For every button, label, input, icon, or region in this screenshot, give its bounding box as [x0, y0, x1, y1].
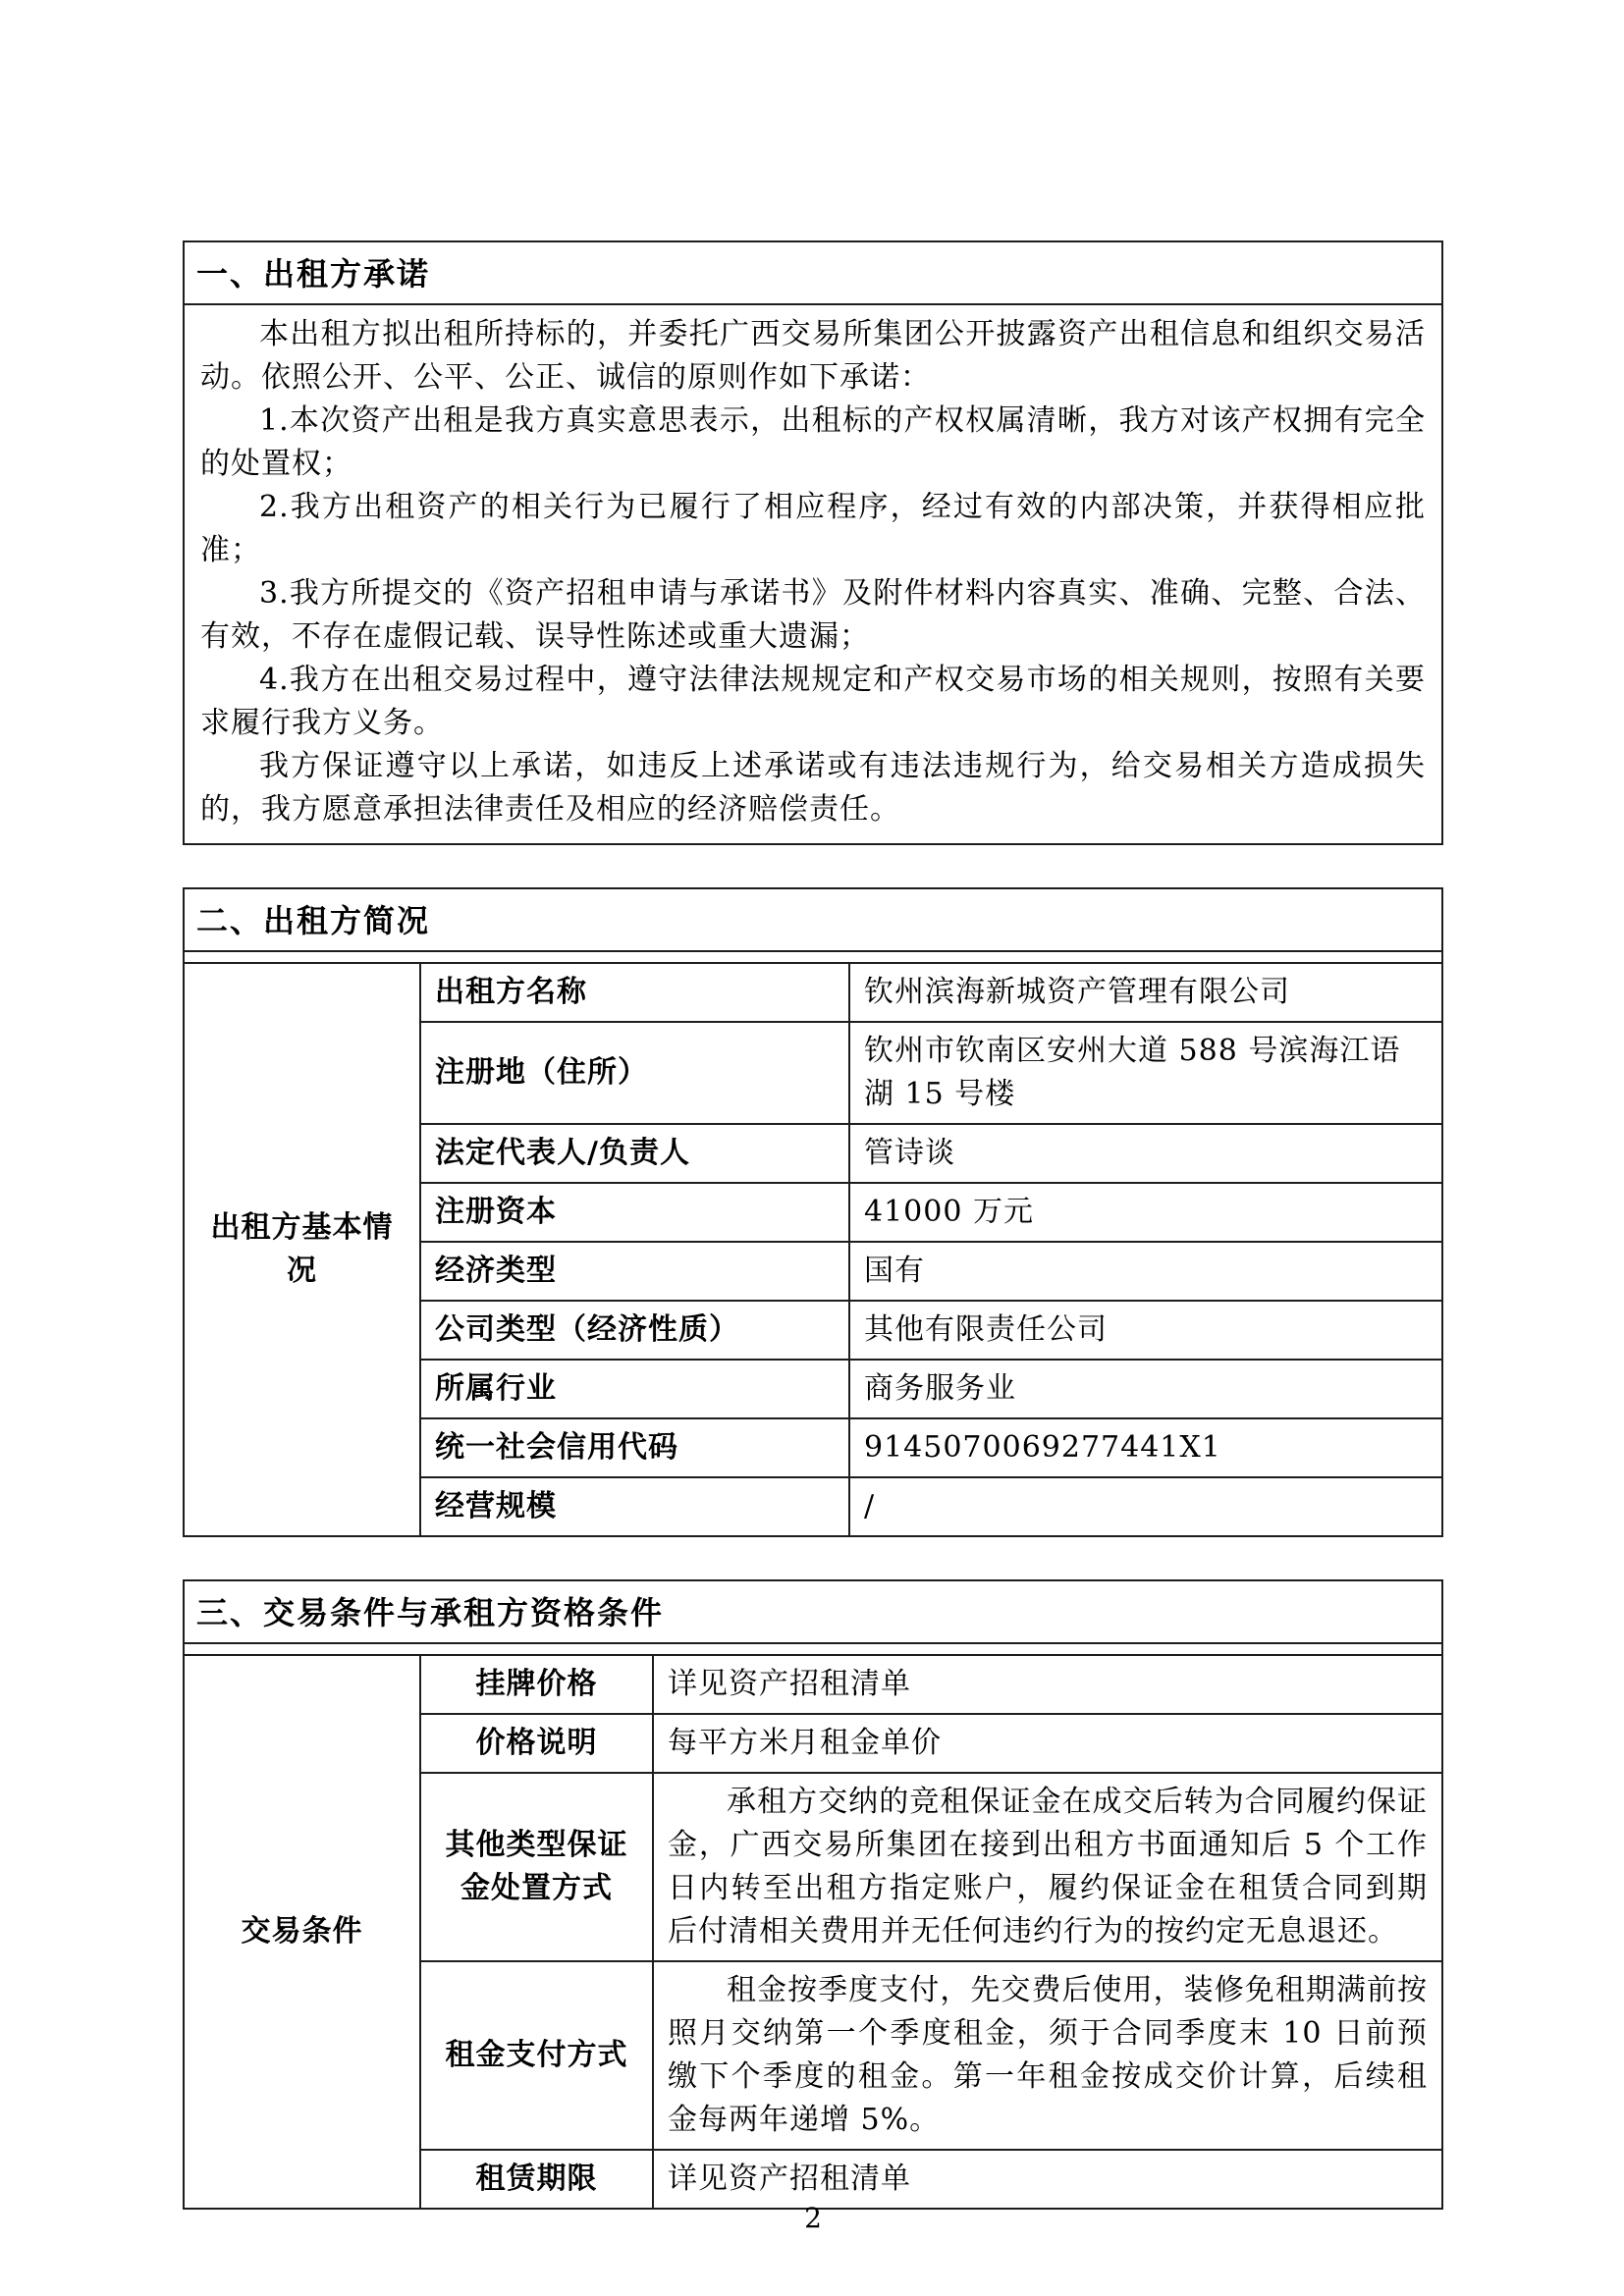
profile-row-label: 出租方名称: [420, 963, 849, 1022]
condition-row-value: 详见资产招租清单: [653, 1655, 1441, 1714]
commitment-paragraph: 我方保证遵守以上承诺，如违反上述承诺或有违法违规行为，给交易相关方造成损失的，我方愿意承担法律责任及相应的经济赔偿责任。: [200, 749, 1426, 827]
table-row: [185, 1655, 1441, 1714]
section-transaction-conditions-title: 三、交易条件与承租方资格条件: [185, 1581, 1441, 1644]
profile-row-value: 管诗谈: [849, 1124, 1441, 1183]
page-number: 2: [804, 2202, 822, 2234]
section-commitment-title: 一、出租方承诺: [185, 242, 1441, 305]
profile-row-value: 钦州市钦南区安州大道 588 号滨海江语湖 15 号楼: [849, 1022, 1441, 1124]
section-commitment-body: [185, 305, 1441, 843]
profile-row-value: 其他有限责任公司: [849, 1301, 1441, 1360]
profile-row-label: 经济类型: [420, 1242, 849, 1301]
commitment-paragraph: 1.本次资产出租是我方真实意思表示，出租标的产权权属清晰，我方对该产权拥有完全的处置权；: [200, 403, 1426, 481]
condition-row-label: 价格说明: [420, 1714, 653, 1773]
condition-row-value: [653, 1773, 1441, 1961]
profile-row-value: 41000 万元: [849, 1183, 1441, 1242]
profile-row-value: 9145070069277441X1: [849, 1418, 1441, 1477]
profile-group-cell: 出租方基本情况: [185, 963, 420, 1535]
condition-row-value: 每平方米月租金单价: [653, 1714, 1441, 1773]
profile-row-value: 钦州滨海新城资产管理有限公司: [849, 963, 1441, 1022]
commitment-paragraph: 3.我方所提交的《资产招租申请与承诺书》及附件材料内容真实、准确、完整、合法、有效，不存在虚假记载、误导性陈述或重大遗漏；: [200, 576, 1426, 654]
section-lessor-profile-title: 二、出租方简况: [185, 889, 1441, 952]
conditions-group-cell: 交易条件: [185, 1655, 420, 2208]
transaction-conditions-table: [185, 1654, 1441, 2208]
commitment-paragraph: 2.我方出租资产的相关行为已履行了相应程序，经过有效的内部决策，并获得相应批准；: [200, 490, 1426, 567]
section-commitment: [183, 240, 1443, 845]
profile-row-label: 所属行业: [420, 1360, 849, 1418]
document-page: [183, 240, 1443, 2252]
condition-row-label: 租金支付方式: [420, 1961, 653, 2150]
profile-row-label: 经营规模: [420, 1477, 849, 1535]
profile-row-value: 国有: [849, 1242, 1441, 1301]
profile-row-label: 统一社会信用代码: [420, 1418, 849, 1477]
profile-row-label: 法定代表人/负责人: [420, 1124, 849, 1183]
condition-paragraph: 租金按季度支付，先交费后使用，装修免租期满前按照月交纳第一个季度租金，须于合同季度末 10 日前预缴下个季度的租金。第一年租金按成交价计算，后续租金每两年递增 5%。: [668, 1973, 1428, 2137]
condition-row-label: 租赁期限: [420, 2150, 653, 2208]
commitment-paragraph: 4.我方在出租交易过程中，遵守法律法规规定和产权交易市场的相关规则，按照有关要求履行我方义务。: [200, 663, 1426, 740]
condition-row-label: 挂牌价格: [420, 1655, 653, 1714]
condition-row-value: [653, 1961, 1441, 2150]
profile-row-value: 商务服务业: [849, 1360, 1441, 1418]
table-row: [185, 963, 1441, 1022]
section-transaction-conditions: [183, 1579, 1443, 2210]
condition-row-label: 其他类型保证金处置方式: [420, 1773, 653, 1961]
section-lessor-profile: [183, 887, 1443, 1537]
profile-row-label: 注册地（住所）: [420, 1022, 849, 1124]
profile-row-label: 注册资本: [420, 1183, 849, 1242]
lessor-profile-table: [185, 962, 1441, 1535]
condition-row-value: 详见资产招租清单: [653, 2150, 1441, 2208]
commitment-paragraph: 本出租方拟出租所持标的，并委托广西交易所集团公开披露资产出租信息和组织交易活动。依照公开、公平、公正、诚信的原则作如下承诺：: [200, 317, 1426, 395]
profile-row-label: 公司类型（经济性质）: [420, 1301, 849, 1360]
condition-paragraph: 承租方交纳的竞租保证金在成交后转为合同履约保证金，广西交易所集团在接到出租方书面通知后 5 个工作日内转至出租方指定账户，履约保证金在租赁合同到期后付清相关费用并无任何违约行为的按约定无息退还。: [668, 1785, 1428, 1949]
profile-row-value: /: [849, 1477, 1441, 1535]
